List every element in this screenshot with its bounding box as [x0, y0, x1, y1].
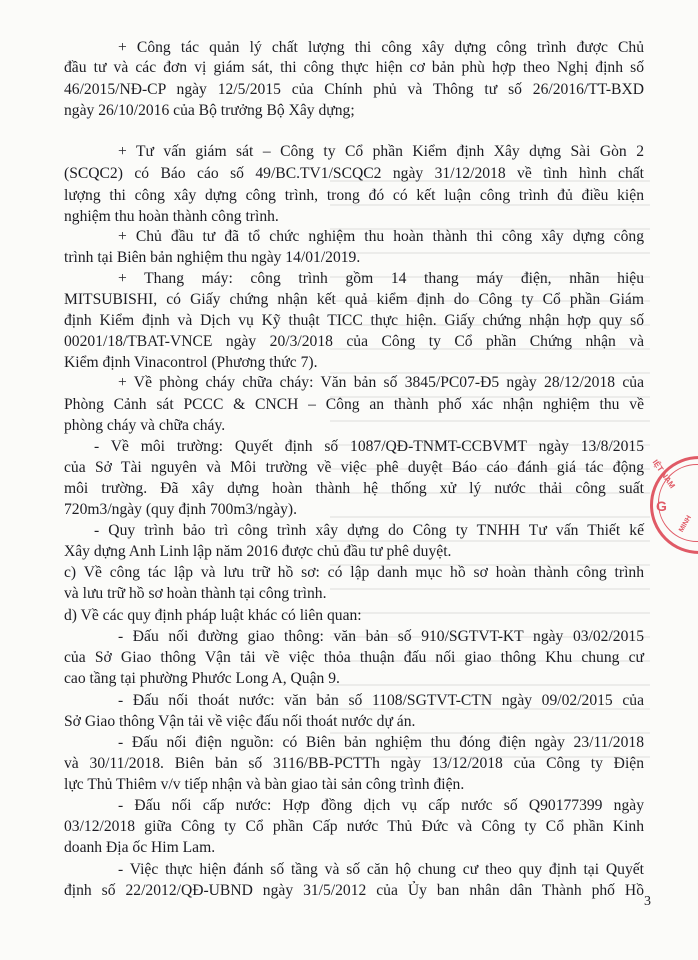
text-line: 46/2015/NĐ-CP ngày 12/5/2015 của Chính phủ và Thông tư số 26/2016/TT-BXD: [64, 81, 644, 98]
text-line: (SCQC2) có Báo cáo số 49/BC.TV1/SCQC2 ngày 31/12/2018 về tình hình chất: [64, 165, 644, 182]
text-line: 720m3/ngày (quy định 700m3/ngày).: [64, 501, 298, 518]
text-line: và lưu trữ hồ sơ hoàn thành tại công trình.: [64, 585, 327, 602]
text-line: - Đấu nối điện nguồn: có Biên bản nghiệm thu đóng điện ngày 23/11/2018: [118, 734, 644, 751]
text-line: + Tư vấn giám sát – Công ty Cổ phần Kiểm định Xây dựng Sài Gòn 2: [118, 143, 644, 160]
text-line: định Kiểm định và Dịch vụ Kỹ thuật TICC thực hiện. Giấy chứng nhận hợp quy số: [64, 312, 644, 329]
text-line: + Chủ đầu tư đã tổ chức nghiệm thu hoàn thành thi công xây dựng công: [118, 228, 644, 245]
text-line: - Đấu nối đường giao thông: văn bản số 910/SGTVT-KT ngày 03/02/2015: [118, 628, 644, 645]
text-line: ngày 26/10/2016 của Bộ trưởng Bộ Xây dựng;: [64, 102, 355, 119]
text-line: - Quy trình bảo trì công trình xây dựng do Công ty TNHH Tư vấn Thiết kế: [94, 522, 644, 539]
text-line: Kiểm định Vinacontrol (Phương thức 7).: [64, 354, 318, 371]
text-line: c) Về công tác lập và lưu trữ hồ sơ: có lập danh mục hồ sơ hoàn thành công trình: [64, 564, 644, 581]
text-line: - Về môi trường: Quyết định số 1087/QĐ-TNMT-CCBVMT ngày 13/8/2015: [94, 438, 644, 455]
text-line: phòng cháy và chữa cháy.: [64, 417, 226, 434]
text-line: Phòng Cảnh sát PCCC & CNCH – Công an thành phố xác nhận nghiệm thu về: [64, 396, 644, 413]
text-line: lực Thủ Thiêm v/v tiếp nhận và bàn giao tài sản công trình điện.: [64, 776, 465, 793]
text-line: 03/12/2018 giữa Công ty Cổ phần Cấp nước Thủ Đức và Công ty Cổ phần Kinh: [64, 818, 644, 835]
text-line: lượng thi công xây dựng công trình, trong đó có kết luận công trình đủ điều kiện: [64, 187, 644, 204]
text-line: - Đấu nối thoát nước: văn bản số 1108/SGTVT-CTN ngày 09/02/2015 của: [118, 692, 644, 709]
text-line: MITSUBISHI, có Giấy chứng nhận kết quả kiểm định do Công ty Cổ phần Giám: [64, 291, 644, 308]
stamp-text-mid: G: [656, 498, 667, 514]
text-line: nghiệm thu hoàn thành công trình.: [64, 208, 279, 225]
red-stamp-seal: [640, 450, 698, 560]
text-line: + Về phòng cháy chữa cháy: Văn bản số 3845/PC07-Đ5 ngày 28/12/2018 của: [118, 374, 644, 391]
text-line: và 30/11/2018. Biên bản số 3116/BB-PCTTh ngày 13/12/2018 của Công ty Điện: [64, 755, 644, 772]
text-line: d) Về các quy định pháp luật khác có liên quan:: [64, 607, 362, 624]
text-line: - Việc thực hiện đánh số tầng và số căn hộ chung cư theo quy định tại Quyết: [118, 861, 644, 878]
text-line: 00201/18/TBAT-VNCE ngày 20/3/2018 của Công ty Cổ phần Chứng nhận và: [64, 333, 644, 350]
text-line: trình tại Biên bản nghiệm thu ngày 14/01/2019.: [64, 249, 361, 266]
page-number: 3: [644, 894, 651, 909]
text-line: + Thang máy: công trình gồm 14 thang máy điện, nhãn hiệu: [118, 270, 644, 287]
text-line: - Đấu nối cấp nước: Hợp đồng dịch vụ cấp nước số Q90177399 ngày: [118, 797, 644, 814]
stamp-text-top: IỆT NAM: [650, 458, 677, 491]
text-line: cao tầng tại phường Phước Long A, Quận 9.: [64, 670, 340, 687]
text-line: + Công tác quản lý chất lượng thi công xây dựng công trình được Chủ: [118, 39, 644, 56]
text-line: của Sở Tài nguyên và Môi trường về việc phê duyệt Báo cáo đánh giá tác động: [64, 459, 644, 476]
text-line: môi trường. Đã xây dựng hoàn thành hệ thống xử lý nước thải công suất: [64, 480, 644, 497]
text-line: định số 22/2012/QĐ-UBND ngày 31/5/2012 của Ủy ban nhân dân Thành phố Hồ: [64, 882, 644, 899]
text-line: của Sở Giao thông Vận tải về việc thỏa thuận đấu nối giao thông Khu chung cư: [64, 649, 644, 666]
text-line: đầu tư và các đơn vị giám sát, thi công thực hiện cơ bản phù hợp theo Nghị định số: [64, 59, 644, 76]
text-line: Sở Giao thông Vận tải về việc đấu nối thoát nước dự án.: [64, 713, 416, 730]
text-line: doanh Địa ốc Him Lam.: [64, 839, 216, 856]
stamp-text-bottom: MINH: [678, 514, 694, 534]
text-line: Xây dựng Anh Linh lập năm 2016 được chủ đầu tư phê duyệt.: [64, 543, 452, 560]
